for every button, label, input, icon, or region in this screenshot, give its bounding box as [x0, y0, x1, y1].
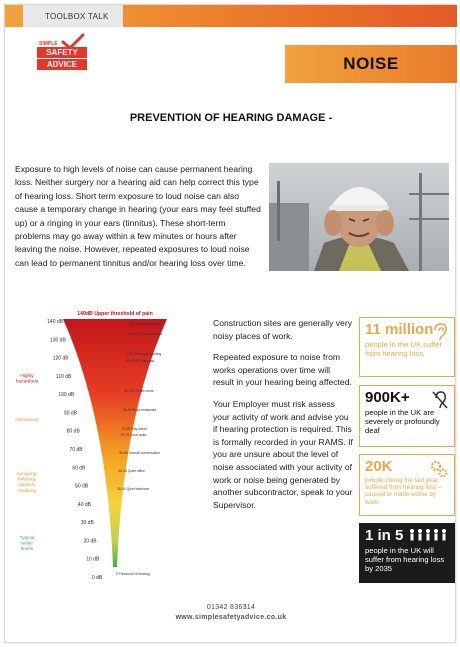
noise-example-label: 120-130 Road hammer — [127, 332, 163, 336]
noise-example-label: 130 Aircraft taking off — [129, 322, 161, 326]
page-title: NOISE — [343, 54, 399, 73]
noise-example-label: 70-80 City street — [121, 427, 147, 431]
mid-paragraph-2: Repeated exposure to noise from works operations over time will result in your hearing being affected. — [213, 352, 352, 388]
stat-card-hearing-loss — [359, 317, 455, 377]
stat-value: 11 million — [365, 321, 434, 338]
db-level-label: 10 dB — [86, 556, 100, 563]
noise-example-label: 110-120 Angle grinding — [126, 352, 162, 356]
worker-photo — [269, 163, 449, 271]
db-level-label: 140 dB — [47, 319, 63, 325]
stat-card-deaf — [359, 385, 455, 447]
db-level-label: 80 dB — [66, 428, 80, 435]
title-banner — [285, 45, 457, 83]
noise-example-label: 100-110 Chain saw — [125, 359, 155, 363]
logo-text-safety: SAFETY — [37, 47, 87, 58]
subtitle: PREVENTION OF HEARING DAMAGE - — [129, 112, 333, 124]
worker-covering-ears-photo — [269, 163, 449, 271]
hazard-zone-label: Typical noise levels — [19, 536, 35, 553]
stat-value: 900K+ — [365, 389, 410, 406]
simple-safety-advice-logo — [35, 35, 91, 75]
logo-text-simple: SIMPLE — [39, 41, 58, 47]
stat-card-work-hearing-loss — [359, 454, 455, 516]
noise-example-label: 0 Threshold of hearing — [115, 572, 150, 576]
db-level-label: 60 dB — [72, 465, 86, 472]
stat-text: people during the last year suffered from hearing loss – caused or made worse by work — [365, 477, 442, 506]
hazard-zone-label: Annoying, Irritating, speech masking — [16, 472, 38, 494]
noise-example-label: 70-75 Loud radio — [120, 433, 147, 437]
ear-icon — [431, 322, 449, 342]
stat-value: 20K — [365, 458, 393, 475]
noise-example-label: 30-40 Quiet bedroom — [117, 487, 150, 491]
footer — [5, 603, 457, 623]
db-level-label: 90 dB — [63, 410, 77, 417]
intro-paragraph: Exposure to high levels of noise can cause permanent hearing loss. Neither surgery nor a hearing aid can help correct this type of hearing loss. Short term exposure to loud noise can also cause a temporary change in hearing (your ears may feel stuffed up) or a ringing in your ears (tinnitus). These short-term problems may go away within a few minutes or hours after leaving the noise. However, repeated exposures to loud noise can lead to permanent tinnitus and/or hearing loss over time. — [15, 164, 261, 268]
people-icon — [409, 528, 449, 542]
db-level-label: 30 dB — [80, 520, 94, 527]
db-level-label: 100 dB — [58, 392, 75, 399]
hazard-zone-label: Highly hazardous — [15, 374, 39, 385]
logo-text-advice: ADVICE — [37, 59, 87, 70]
toolbox-talk-label: TOOLBOX TALK — [45, 11, 109, 21]
deaf-ear-icon — [431, 390, 449, 410]
db-level-label: 130 dB — [49, 337, 66, 344]
hazard-zone-label: Hazardous — [15, 418, 39, 423]
toolbox-talk-page — [4, 4, 456, 643]
noise-example-label: 40-45 Quiet office — [118, 469, 145, 473]
stat-value: 1 in 5 — [365, 527, 404, 544]
noise-level-chart — [5, 307, 210, 585]
footer-website[interactable]: www.simplesafetyadvice.co.uk — [175, 614, 287, 621]
noise-example-label: 90-100 Power tools — [124, 389, 154, 393]
noise-pyramid — [5, 307, 210, 585]
db-level-label: 20 dB — [83, 538, 97, 545]
noise-example-label: 50-60 Normal conversation — [119, 451, 161, 455]
construction-noise-text — [213, 317, 353, 520]
stat-text: people in the UK are severely or profoundly deaf — [365, 408, 440, 435]
db-level-label: 70 dB — [69, 447, 83, 453]
db-level-label: 50 dB — [75, 483, 89, 490]
stat-text: people in the UK suffer from hearing loss — [365, 340, 443, 358]
noise-example-label: 80-90 Busy restaurant — [123, 408, 157, 412]
footer-phone: 01342 836314 — [206, 604, 256, 611]
stat-text: people in the UK will suffer from hearing loss by 2035 — [365, 546, 445, 573]
db-level-label: 110 dB — [55, 373, 72, 380]
mid-paragraph-3: Your Employer must risk assess your activity of work and advise you if hearing protection is required. This is formally recorded in your RAMS. If you are unsure about the level of noise associated with your activity of work or noise being generated by another subcontractor, speak to your Supervisor. — [213, 398, 353, 510]
stat-card-future — [359, 523, 455, 583]
mid-paragraph-1: Construction sites are generally very noisy places of work. — [213, 318, 352, 341]
db-level-label: 120 dB — [52, 355, 69, 362]
upper-threshold-label: 140dB Upper threshold of pain — [77, 311, 153, 317]
db-level-label: 40 dB — [77, 501, 91, 508]
gears-icon — [429, 459, 449, 479]
db-level-label: 0 dB — [91, 575, 103, 581]
toolbox-talk-tab — [23, 5, 123, 27]
